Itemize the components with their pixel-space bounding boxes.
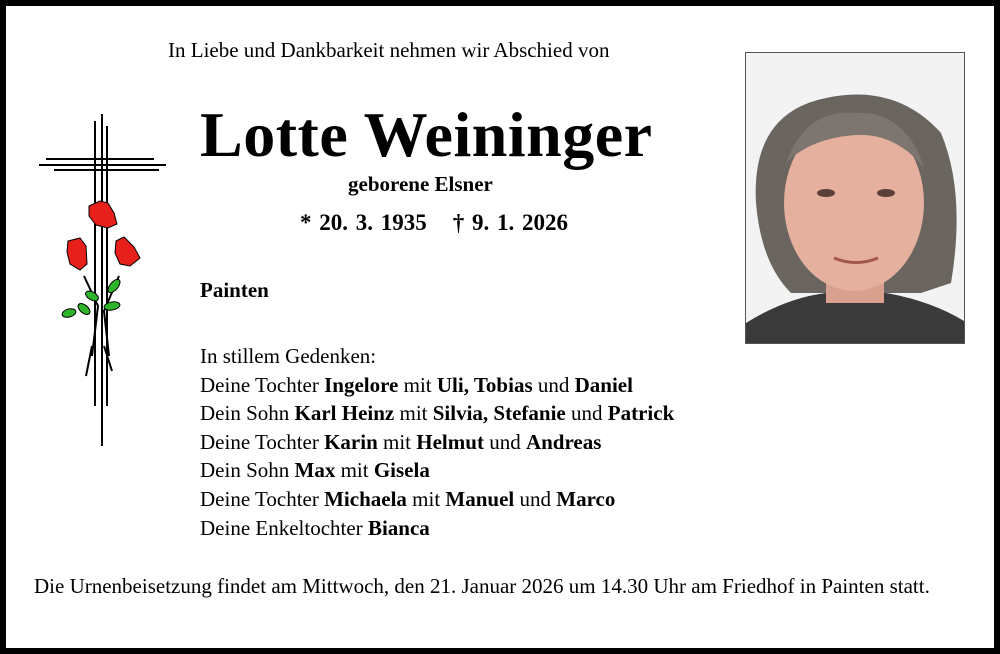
- mourner-line: [200, 428, 674, 457]
- mourners-heading: In stillem Gedenken:: [200, 344, 377, 368]
- portrait-image: [746, 53, 964, 343]
- mourner-relation-text: mit: [377, 429, 417, 454]
- life-dates: [300, 210, 568, 236]
- portrait-photo: [745, 52, 965, 344]
- mourner-relation-text: mit: [398, 372, 437, 397]
- birth-name: geborene Elsner: [348, 172, 493, 196]
- mourner-relation-text: mit: [335, 458, 374, 483]
- mourner-name: Silvia, Stefanie: [432, 401, 566, 426]
- mourner-name: Uli, Tobias: [436, 372, 533, 397]
- mourner-relation-text: und: [514, 486, 557, 511]
- mourner-relation-text: und: [532, 372, 575, 397]
- mourner-relation-text: Deine Tochter: [200, 486, 325, 511]
- mourner-line: [200, 371, 674, 400]
- birth-date: * 20. 3. 1935: [300, 210, 427, 235]
- mourner-name: Manuel: [445, 486, 515, 511]
- mourner-relation-text: mit: [406, 486, 446, 511]
- mourner-relation-text: Deine Tochter: [200, 429, 325, 454]
- place: Painten: [200, 278, 269, 302]
- mourner-line: [200, 456, 674, 485]
- funeral-info: Die Urnenbeisetzung findet am Mittwoch, den 21. Januar 2026 um 14.30 Uhr am Friedhof in Painten statt.: [34, 574, 930, 598]
- mourner-line: [200, 514, 674, 543]
- mourner-name: Karl Heinz: [294, 401, 395, 426]
- mourner-name: Michaela: [324, 486, 407, 511]
- mourner-relation-text: und: [483, 429, 526, 454]
- mourner-relation-text: mit: [394, 401, 433, 426]
- mourner-relation-text: Dein Sohn: [200, 401, 295, 426]
- mourner-line: [200, 485, 674, 514]
- cross-with-roses-icon: [34, 106, 174, 456]
- mourner-name: Max: [294, 458, 336, 483]
- obituary-notice: [6, 6, 994, 648]
- mourner-name: Bianca: [367, 515, 430, 540]
- death-date: † 9. 1. 2026: [452, 210, 568, 235]
- mourner-name: Gisela: [373, 458, 430, 483]
- mourner-name: Ingelore: [324, 372, 399, 397]
- deceased-name: Lotte Weininger: [200, 99, 653, 170]
- mourner-line: [200, 399, 674, 428]
- mourners-list: [200, 342, 674, 542]
- mourner-relation-text: Deine Enkeltochter: [200, 515, 368, 540]
- mourner-name: Helmut: [416, 429, 484, 454]
- mourner-name: Daniel: [574, 372, 633, 397]
- mourner-relation-text: Dein Sohn: [200, 458, 295, 483]
- mourner-relation-text: und: [565, 401, 608, 426]
- mourner-name: Karin: [324, 429, 378, 454]
- mourner-relation-text: Deine Tochter: [200, 372, 325, 397]
- mourner-name: Patrick: [607, 401, 675, 426]
- intro-text: In Liebe und Dankbarkeit nehmen wir Abschied von: [168, 38, 610, 62]
- mourner-name: Andreas: [525, 429, 602, 454]
- mourner-name: Marco: [556, 486, 616, 511]
